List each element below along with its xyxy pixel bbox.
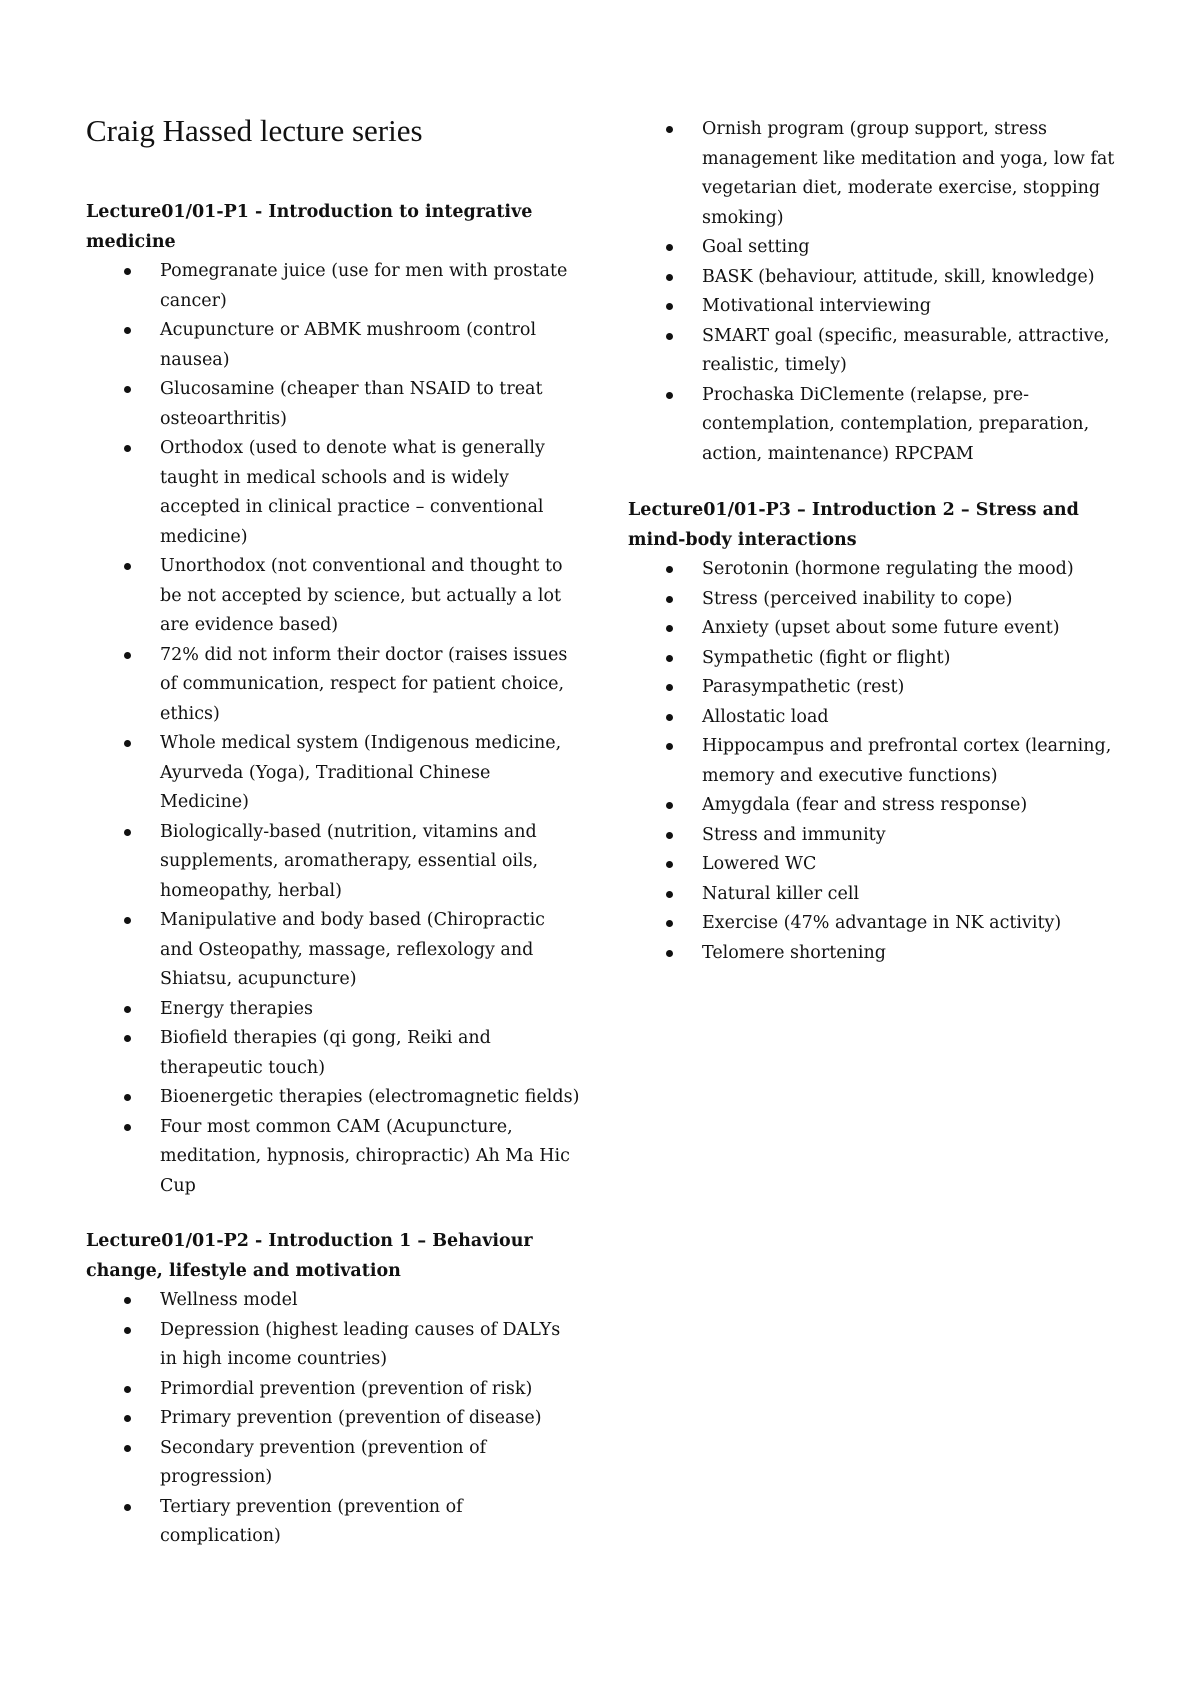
list-item [86,1404,581,1434]
bullet-icon [124,740,131,747]
list-item [628,263,1142,293]
section-lecture-p3 [628,496,1138,968]
bullet-icon [124,268,131,275]
list-item-text: 72% did not inform their doctor (raises issues of communication, respect for patient choice, ethics) [160,644,568,724]
bullet-icon [124,829,131,836]
list-item [628,644,1142,674]
bullet-icon [124,1445,131,1452]
list-item [628,939,1142,969]
list-item-text: Primordial prevention (prevention of risk) [160,1378,533,1399]
list-item-text: Prochaska DiClemente (relapse, pre-contemplation, contemplation, preparation, action, maintenance) RPCPAM [702,384,1090,464]
bullet-icon [124,1094,131,1101]
list-item [628,850,1142,880]
list-item-text: Primary prevention (prevention of disease) [160,1408,542,1428]
bullet-icon [124,652,131,659]
list-item [86,1493,581,1552]
list-item [86,1316,581,1375]
section-lecture-p1 [86,198,586,1201]
list-item [628,880,1142,910]
list-item-text: BASK (behaviour, attitude, skill, knowledge) [702,266,1095,287]
list-item [86,1024,581,1083]
bullet-icon [666,392,673,399]
list-item-text: Serotonin (hormone regulating the mood) [702,559,1074,579]
bullet-icon [666,950,673,957]
bullet-icon [124,1035,131,1042]
list-item [86,552,581,641]
list-item-text: Stress (perceived inability to cope) [702,588,1013,609]
list-item [86,1113,581,1202]
list-item-text: Ornish program (group support, stress management like meditation and yoga, low fat vegetarian diet, moderate exercise, stopping smoking) [702,119,1115,228]
list-item [628,909,1142,939]
bullet-icon [124,1124,131,1131]
list-item-text: Allostatic load [702,706,829,727]
list-item [628,115,1142,233]
bullet-icon [124,917,131,924]
list-item [628,732,1142,791]
list-item [86,434,581,552]
list-item-text: Exercise (47% advantage in NK activity) [702,913,1062,933]
list-item-text: Amygdala (fear and stress response) [702,795,1028,815]
list-item [86,1286,581,1316]
list-item [628,614,1142,644]
bullet-icon [124,445,131,452]
section-heading: Lecture01/01-P3 – Introduction 2 – Stress and mind-body interactions [628,500,1079,550]
bullet-icon [124,386,131,393]
bullet-icon [666,891,673,898]
list-item-text: Motivational interviewing [702,296,931,316]
list-item [86,375,581,434]
bullet-icon [666,303,673,310]
list-item-text: Goal setting [702,237,810,257]
list-item-text: Manipulative and body based (Chiropractic and Osteopathy, massage, reflexology and Shiatsu, acupuncture) [160,910,545,989]
bullet-icon [666,596,673,603]
bullet-icon [666,832,673,839]
list-item [86,818,581,907]
list-item-text: Stress and immunity [702,824,886,845]
list-item-text: Glucosamine (cheaper than NSAID to treat osteoarthritis) [160,379,543,429]
bullet-icon [666,244,673,251]
list-item-text: Secondary prevention (prevention of progression) [160,1437,487,1487]
list-item-text: Four most common CAM (Acupuncture, meditation, hypnosis, chiropractic) Ah Ma Hic Cup [160,1116,570,1196]
list-item [86,316,581,375]
bullet-icon [124,1415,131,1422]
bullet-icon [666,126,673,133]
list-item [86,257,581,316]
bullet-icon [666,802,673,809]
bullet-icon [124,563,131,570]
section-lecture-p2-continued [628,115,1138,469]
list-item-text: Biofield therapies (qi gong, Reiki and therapeutic touch) [160,1028,491,1078]
section-heading: Lecture01/01-P1 - Introduction to integrative medicine [86,202,533,252]
list-item [86,1083,581,1113]
bullet-icon [124,327,131,334]
list-item [628,322,1142,381]
list-item-text: Energy therapies [160,998,314,1019]
bullet-icon [666,920,673,927]
list-item-text: Orthodox (used to denote what is generally taught in medical schools and is widely accepted in clinical practice – conventional medicine) [160,438,545,547]
list-item [628,703,1142,733]
bullet-icon [666,333,673,340]
list-item [86,1375,581,1405]
bullet-icon [124,1327,131,1334]
bullet-list [628,115,1138,469]
list-item-text: Parasympathetic (rest) [702,677,905,697]
list-item [86,995,581,1025]
list-item [628,292,1142,322]
bullet-icon [666,655,673,662]
list-item-text: Biologically-based (nutrition, vitamins and supplements, aromatherapy, essential oils, homeopathy, herbal) [160,821,539,901]
bullet-icon [666,566,673,573]
bullet-icon [124,1504,131,1511]
bullet-icon [124,1006,131,1013]
list-item [86,1434,581,1493]
bullet-list [86,1286,586,1552]
bullet-icon [666,861,673,868]
list-item-text: Telomere shortening [702,942,886,963]
list-item [86,641,581,730]
list-item [628,555,1142,585]
list-item-text: Acupuncture or ABMK mushroom (control nausea) [160,320,537,370]
list-item [628,381,1142,470]
list-item-text: Unorthodox (not conventional and thought to be not accepted by science, but actually a lot are evidence based) [160,556,563,635]
bullet-icon [666,274,673,281]
list-item [628,233,1142,263]
bullet-list [86,257,586,1201]
list-item-text: Depression (highest leading causes of DALYs in high income countries) [160,1319,561,1369]
list-item [86,729,581,818]
bullet-icon [124,1386,131,1393]
section-lecture-p2 [86,1227,586,1552]
list-item-text: Whole medical system (Indigenous medicine, Ayurveda (Yoga), Traditional Chinese Medicine) [160,733,562,812]
bullet-icon [666,684,673,691]
list-item-text: Hippocampus and prefrontal cortex (learning, memory and executive functions) [702,736,1112,786]
bullet-icon [666,743,673,750]
list-item-text: Sympathetic (fight or flight) [702,647,951,668]
list-item [628,673,1142,703]
list-item-text: Natural killer cell [702,883,860,904]
list-item-text: Lowered WC [702,854,817,874]
list-item-text: Bioenergetic therapies (electromagnetic fields) [160,1087,580,1107]
list-item [628,791,1142,821]
section-heading: Lecture01/01-P2 - Introduction 1 – Behaviour change, lifestyle and motivation [86,1231,533,1281]
list-item-text: Wellness model [160,1290,298,1310]
document-title: Craig Hassed lecture series [86,113,423,148]
bullet-list [628,555,1138,968]
list-item [628,821,1142,851]
bullet-icon [124,1297,131,1304]
list-item-text: Anxiety (upset about some future event) [702,618,1060,638]
list-item [628,585,1142,615]
bullet-icon [666,714,673,721]
list-item [86,906,581,995]
list-item-text: Pomegranate juice (use for men with prostate cancer) [160,261,568,311]
list-item-text: SMART goal (specific, measurable, attractive, realistic, timely) [702,325,1110,375]
list-item-text: Tertiary prevention (prevention of complication) [160,1496,463,1546]
bullet-icon [666,625,673,632]
